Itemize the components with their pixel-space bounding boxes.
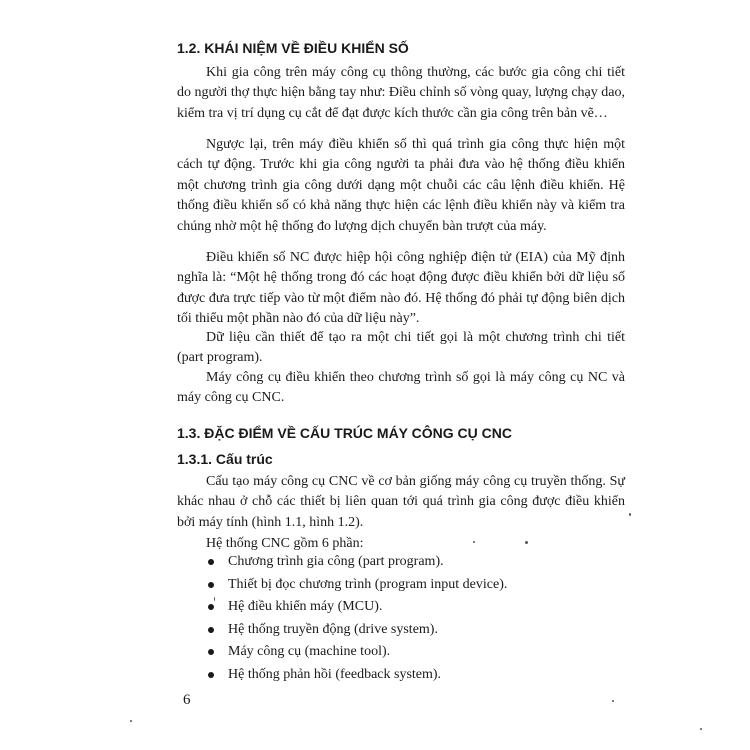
list-item-text: Hệ thống truyền động (drive system). [228, 621, 438, 637]
paragraph-1-2-auto: Ngược lại, trên máy điều khiển số thì quá trình gia công thực hiện một cách tự động. Trước khi gia công người ta phải đưa vào hệ thống điều khiển một chương trình gia công dưới dạng một chuỗi các câu lệnh điều khiển. Hệ thống điều khiển số có khả năng thực hiện các lệnh điều khiển này và kiểm tra chúng nhờ một hệ thống đo lượng dịch chuyển bàn trượt của máy. [177, 137, 625, 234]
paragraph-1-2-part-program: Dữ liệu cần thiết để tạo ra một chi tiết gọi là một chương trình chi tiết (part program). [177, 330, 625, 366]
list-item [206, 641, 507, 664]
paragraph-1-3-1-six-parts: Hệ thống CNC gồm 6 phần: [206, 536, 364, 551]
bullet-icon [208, 672, 214, 678]
scan-speck [130, 720, 132, 722]
scan-speck [629, 513, 631, 516]
page-number: 6 [183, 692, 191, 708]
list-item [206, 619, 507, 642]
cnc-components-list [206, 551, 507, 686]
scan-speck [525, 541, 528, 544]
bullet-icon [208, 559, 214, 565]
list-item [206, 574, 507, 597]
section-heading-1-2: 1.2. KHÁI NIỆM VỀ ĐIỀU KHIỂN SỐ [177, 40, 409, 56]
list-item-text: Thiết bị đọc chương trình (program input device). [228, 576, 508, 592]
bullet-icon [208, 604, 214, 610]
list-item [206, 596, 507, 619]
paragraph-1-3-1-structure: Cấu tạo máy công cụ CNC về cơ bản giống máy công cụ truyền thống. Sự khác nhau ở chỗ các thiết bị liên quan tới quá trình gia công được điều khiển bởi máy tính (hình 1.1, hình 1.2). [177, 474, 625, 530]
list-item-text: Hệ thống phản hồi (feedback system). [228, 666, 442, 682]
list-item [206, 551, 507, 574]
paragraph-1-2-eia-definition: Điều khiển số NC được hiệp hội công nghiệp điện tử (EIA) của Mỹ định nghĩa là: “Một hệ thống trong đó các hoạt động được điều khiển bởi dữ liệu số được đưa trực tiếp vào từ một điểm nào đó. Hệ thống đó phải tự động biên dịch tối thiểu một phần nào đó của dữ liệu này”. [177, 250, 625, 327]
list-item-text: Chương trình gia công (part program). [228, 554, 444, 569]
scan-speck [612, 700, 614, 702]
section-heading-1-3: 1.3. ĐẶC ĐIỂM VỀ CẤU TRÚC MÁY CÔNG CỤ CNC [177, 425, 512, 441]
paragraph-1-2-intro: Khi gia công trên máy công cụ thông thường, các bước gia công chi tiết do người thợ thực hiện bằng tay như: Điều chỉnh số vòng quay, lượng chạy dao, kiểm tra vị trí dụng cụ cắt để đạt được kích thước cần gia công trên bản vẽ… [177, 65, 625, 121]
bullet-icon [208, 627, 214, 633]
list-item-text: Máy công cụ (machine tool). [228, 644, 391, 659]
list-item [206, 664, 507, 687]
list-item-text: Hệ điều khiển máy (MCU). [228, 599, 383, 614]
subsection-heading-1-3-1: 1.3.1. Cấu trúc [177, 451, 273, 467]
scan-speck [473, 541, 475, 543]
scan-speck [214, 597, 215, 601]
bullet-icon [208, 582, 214, 588]
scan-speck [700, 728, 702, 730]
paragraph-1-2-nc-cnc: Máy công cụ điều khiển theo chương trình số gọi là máy công cụ NC và máy công cụ CNC. [177, 370, 625, 406]
bullet-icon [208, 649, 214, 655]
